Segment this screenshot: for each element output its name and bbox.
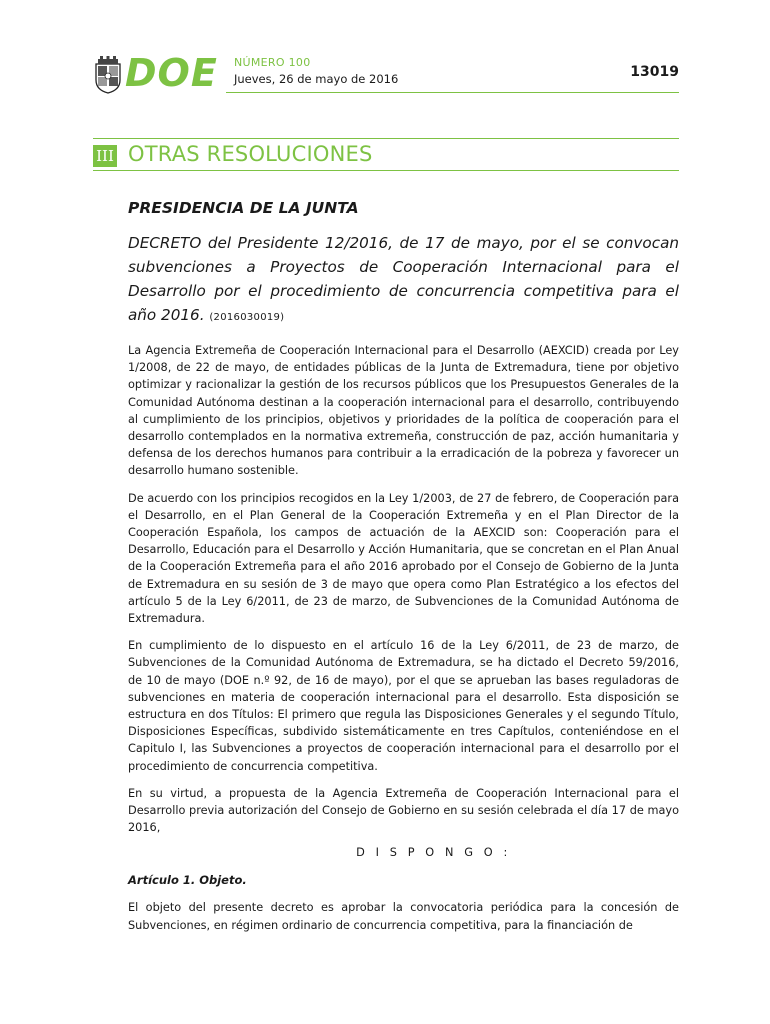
- decree-title: [128, 231, 679, 330]
- paragraph: La Agencia Extremeña de Cooperación Internacional para el Desarrollo (AEXCID) creada por Ley 1/2008, de 22 de mayo, de entidades públicas de la Junta de Extremadura, tiene por objetivo optimizar y racionalizar la gestión de los recursos públicos que los Presupuestos Generales de la Comunidad Autónoma destinan a la cooperación internacional para el desarrollo, contribuyendo al cumplimiento de los principios, objetivos y prioridades de la política de cooperación para el desarrollo contemplados en la normativa extremeña, construcción de paz, acción humanitaria y defensa de los derechos humanos para contribuir a la erradicación de la pobreza y favorecer un desarrollo humano sostenible.: [128, 344, 679, 478]
- issue-number: NÚMERO 100: [234, 56, 311, 69]
- header-divider: [226, 92, 679, 93]
- issue-date: Jueves, 26 de mayo de 2016: [234, 72, 399, 86]
- decree-title-text: DECRETO del Presidente 12/2016, de 17 de mayo, por el se convocan subvenciones a Proyectos de Cooperación Internacional para el Desarrollo por el procedimiento de concurrencia competitiva para el año 2016.: [128, 234, 679, 324]
- document-body: [128, 199, 679, 944]
- page-number: 13019: [630, 64, 679, 80]
- paragraph: En su virtud, a propuesta de la Agencia Extremeña de Cooperación Internacional para el Desarrollo previa autorización del Consejo de Gobierno en su sesión celebrada el día 17 de mayo 2016,: [128, 786, 679, 835]
- page-header: [93, 52, 679, 94]
- decree-code: (2016030019): [209, 312, 285, 323]
- dispongo-heading: D I S P O N G O :: [356, 846, 511, 860]
- section-title: OTRAS RESOLUCIONES: [128, 142, 373, 166]
- section-divider-top: [93, 138, 679, 139]
- doe-logo: DOE: [125, 51, 218, 95]
- article-heading: Artículo 1. Objeto.: [128, 873, 247, 888]
- paragraph: En cumplimiento de lo dispuesto en el artículo 16 de la Ley 6/2011, de 23 de marzo, de Subvenciones de la Comunidad Autónoma de Extremadura, se ha dictado el Decreto 59/2016, de 10 de mayo (DOE n.º 92, de 16 de mayo), por el que se aprueban las bases reguladoras de subvenciones en materia de cooperación internacional para el desarrollo. Esta disposición se estructura en dos Títulos: El primero que regula las Disposiciones Generales y el segundo Título, Disposiciones Específicas, subdivido sistemáticamente en tres Capítulos, conteniéndose en el Capitulo I, las Subvenciones a proyectos de cooperación internacional para el desarrollo por el procedimiento de concurrencia competitiva.: [128, 639, 679, 773]
- paragraph: De acuerdo con los principios recogidos en la Ley 1/2003, de 27 de febrero, de Cooperación para el Desarrollo, en el Plan General de la Cooperación Extremeña y en el Plan Director de la Cooperación Española, los campos de actuación de la AEXCID son: Cooperación para el Desarrollo, Educación para el Desarrollo y Acción Humanitaria, que se concretan en el Plan Anual de la Cooperación Extremeña para el año 2016 aprobado por el Consejo de Gobierno de la Junta de Extremadura en su sesión de 3 de mayo que opera como Plan Estratégico a los efectos del artículo 5 de la Ley 6/2011, de 23 de marzo, de Subvenciones de la Comunidad Autónoma de Extremadura.: [128, 491, 679, 626]
- article-text: El objeto del presente decreto es aprobar la convocatoria periódica para la concesión de Subvenciones, en régimen ordinario de concurrencia competitiva, para la financiación de: [128, 901, 679, 932]
- section-number-badge: III: [93, 145, 117, 167]
- coat-of-arms-icon: [93, 56, 123, 94]
- organization-heading: PRESIDENCIA DE LA JUNTA: [128, 199, 359, 217]
- section-divider-bottom: [93, 170, 679, 171]
